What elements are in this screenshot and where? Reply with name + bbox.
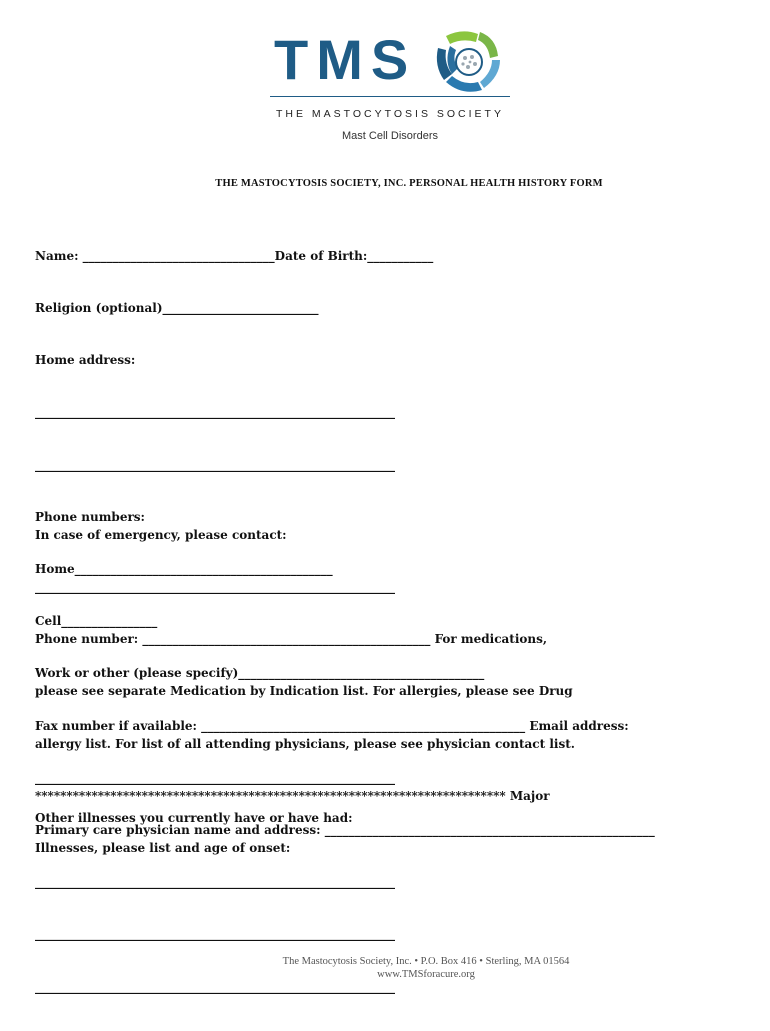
other-illnesses-section (35, 775, 735, 862)
logo-divider (270, 96, 510, 97)
allergy-note: allergy list. For list of all attending physicians, please see physician contact list. (35, 736, 575, 751)
email-blank-line: ____________________________________________________________ (35, 770, 395, 785)
major-illnesses-label: Illnesses, please list and age of onset: (35, 841, 291, 856)
work-phone-line: Work or other (please specify)_________________________________________ (35, 666, 485, 681)
hands-circle-icon (432, 26, 504, 98)
logo-wordmark: TMS (274, 28, 417, 91)
address-blank-line: ____________________________________________________________ (35, 457, 395, 472)
emergency-blank-line: ____________________________________________________________ (35, 580, 395, 595)
tms-logo (270, 26, 510, 98)
cell-phone-line: Cell________________ (35, 614, 158, 629)
emergency-phone-line: Phone number: ________________________________________________ For medications, (35, 632, 548, 647)
page-footer (0, 955, 770, 981)
religion-line: Religion (optional)__________________________ (35, 301, 319, 316)
footer-website: www.TMSforacure.org (377, 969, 475, 980)
physician-blank-line: ____________________________________________________________ (35, 927, 395, 942)
physician-line: Primary care physician name and address: _______________________________________________________ (35, 823, 655, 838)
footer-address: The Mastocytosis Society, Inc. • P.O. Box 416 • Sterling, MA 01564 (282, 956, 570, 967)
physician-blank-line: ____________________________________________________________ (35, 979, 395, 994)
emergency-label: In case of emergency, please contact: (35, 527, 287, 542)
phone-numbers-label: Phone numbers: (35, 509, 145, 524)
medication-note: please see separate Medication by Indication list. For allergies, please see Drug (35, 684, 573, 699)
home-address-label: Home address: (35, 353, 136, 368)
address-blank-line: ____________________________________________________________ (35, 405, 395, 420)
physician-blank-line: ____________________________________________________________ (35, 875, 395, 890)
separator-line: *************************************************************************** Major (35, 788, 550, 803)
home-phone-line: Home___________________________________________ (35, 562, 333, 577)
other-illnesses-label: Other illnesses you currently have or have had: (35, 810, 353, 825)
name-dob-line: Name: ________________________________Date of Birth:___________ (35, 248, 434, 263)
form-title: THE MASTOCYTOSIS SOCIETY, INC. PERSONAL HEALTH HISTORY FORM (215, 178, 603, 189)
logo-subtitle: Mast Cell Disorders (342, 130, 438, 142)
fax-email-line: Fax number if available: ______________________________________________________ Email address: (35, 718, 629, 733)
society-name: THE MASTOCYTOSIS SOCIETY (276, 108, 504, 120)
